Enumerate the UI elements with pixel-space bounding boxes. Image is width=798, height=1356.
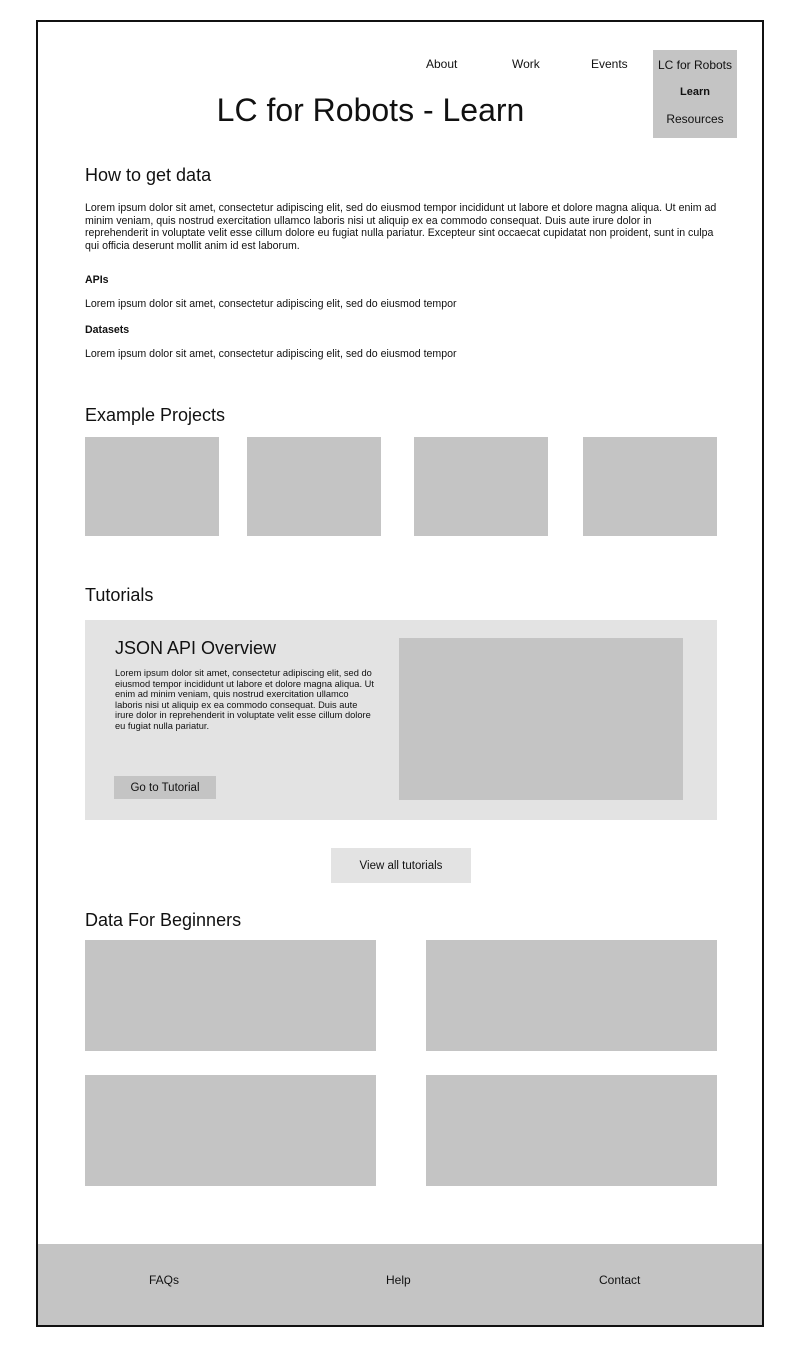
beginner-resource-card[interactable] [85,1075,376,1186]
how-to-get-data-intro: Lorem ipsum dolor sit amet, consectetur adipiscing elit, sed do eiusmod tempor incididunt ut labore et dolore magna aliqua. Ut enim ad minim veniam, quis nostrud exercitation ullamco laboris nisi ut aliquip ex ea commodo consequat. Duis aute irure dolor in reprehenderit in voluptate velit esse cillum dolore eu fugiat nulla pariatur. Excepteur sint occaecat cupidatat non proident, sunt in culpa qui officia deserunt mollit anim id est laborum. [85,202,717,252]
tutorial-title: JSON API Overview [115,638,277,658]
nav-dropdown-menu [653,50,737,138]
nav-link-events[interactable]: Events [591,57,628,71]
data-for-beginners-heading: Data For Beginners [85,910,242,930]
project-thumbnail[interactable] [85,437,219,536]
tutorials-heading: Tutorials [85,585,154,605]
dropdown-item-lc-for-robots[interactable]: LC for Robots [657,58,733,72]
footer-link-faqs[interactable]: FAQs [149,1273,180,1287]
nav-link-work[interactable]: Work [512,57,540,71]
datasets-text: Lorem ipsum dolor sit amet, consectetur adipiscing elit, sed do eiusmod tempor [85,348,457,360]
footer-link-help[interactable]: Help [386,1273,411,1287]
beginner-resource-card[interactable] [426,940,717,1051]
view-all-tutorials-button[interactable]: View all tutorials [331,848,471,883]
project-thumbnail[interactable] [247,437,381,536]
page-title: LC for Robots - Learn [216,92,525,128]
apis-text: Lorem ipsum dolor sit amet, consectetur adipiscing elit, sed do eiusmod tempor [85,298,457,310]
beginner-resource-card[interactable] [426,1075,717,1186]
footer-link-contact[interactable]: Contact [599,1273,641,1287]
apis-heading: APIs [85,274,109,286]
project-thumbnail[interactable] [414,437,548,536]
dropdown-item-resources[interactable]: Resources [666,112,724,126]
project-thumbnail[interactable] [583,437,717,536]
footer [38,1244,764,1327]
datasets-heading: Datasets [85,324,130,336]
nav-link-about[interactable]: About [426,57,458,71]
how-to-get-data-heading: How to get data [85,165,212,185]
tutorial-description: Lorem ipsum dolor sit amet, consectetur adipiscing elit, sed do eiusmod tempor incididunt ut labore et dolore magna aliqua. Ut enim ad minim veniam, quis nostrud exercitation ullamco laboris nisi ut aliquip ex ea commodo consequat. Duis aute irure dolor in reprehenderit in voluptate velit esse cillum dolore eu fugiat nulla pariatur. [115,668,374,731]
tutorial-card [85,620,717,820]
go-to-tutorial-button[interactable]: Go to Tutorial [114,776,216,799]
beginner-resource-card[interactable] [85,940,376,1051]
dropdown-item-learn[interactable]: Learn [680,86,710,98]
page-frame [36,20,764,1327]
example-projects-heading: Example Projects [85,405,226,425]
tutorial-image [399,638,683,800]
